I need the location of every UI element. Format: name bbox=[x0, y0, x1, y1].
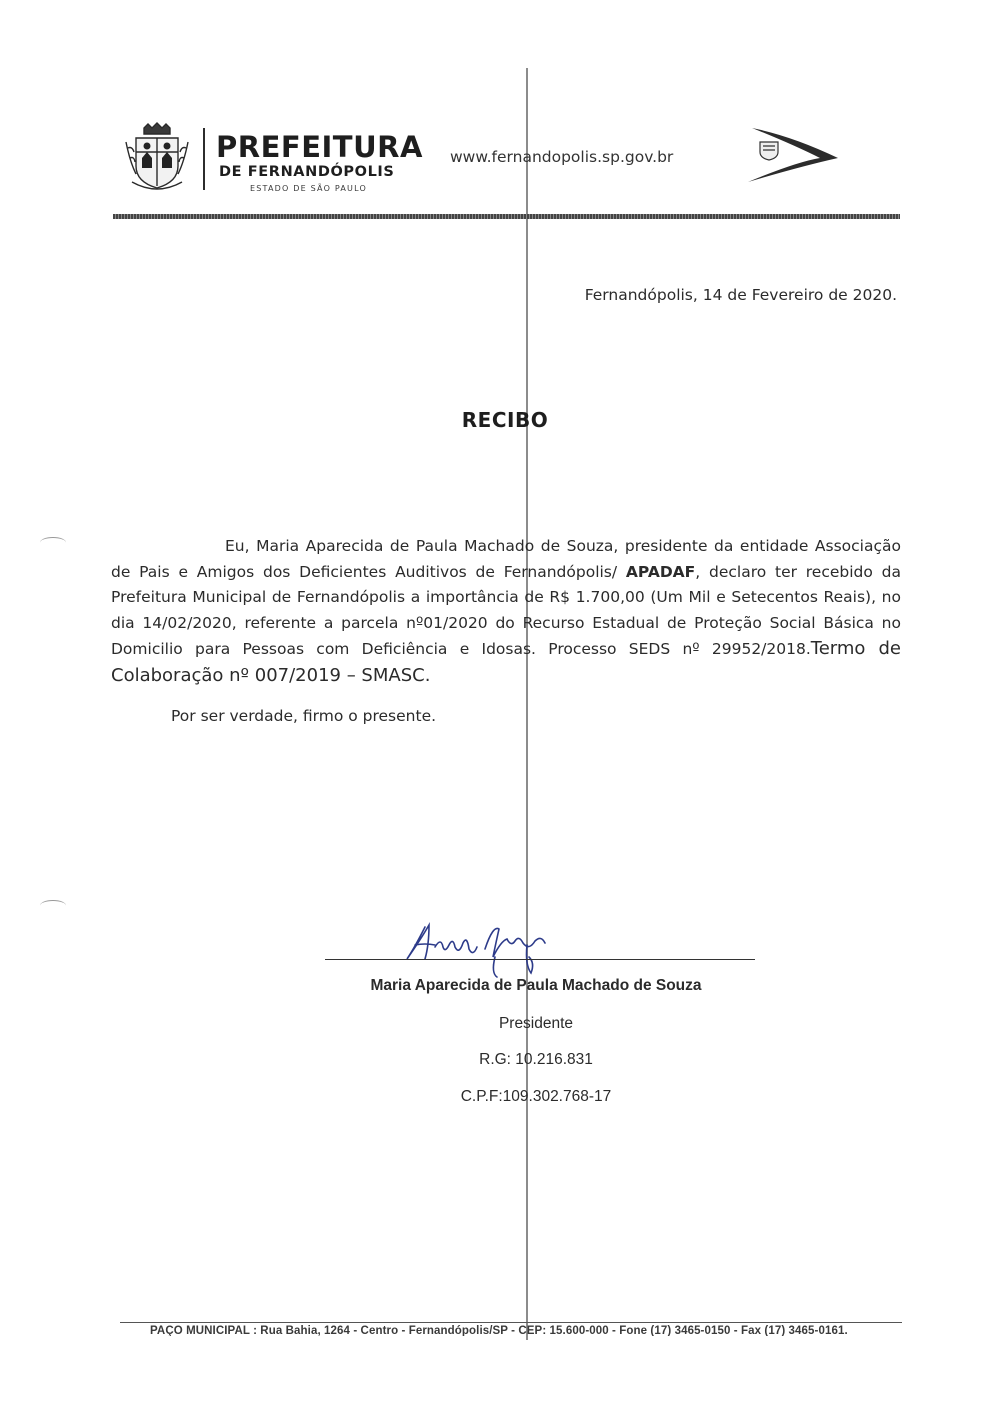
signer-cpf: C.P.F:109.302.768-17 bbox=[460, 1088, 612, 1105]
document-date: Fernandópolis, 14 de Fevereiro de 2020. bbox=[584, 286, 897, 304]
footer-address: PAÇO MUNICIPAL : Rua Bahia, 1264 - Centro - Fernandópolis/SP - CEP: 15.600-000 - Fone (17) 3465-0150 - Fax (17) 3465-0161. bbox=[150, 1325, 848, 1336]
scan-line-artifact bbox=[526, 68, 528, 1340]
signer-name: Maria Aparecida de Paula Machado de Souza bbox=[370, 977, 702, 994]
receipt-body-text-3: Termo de Colaboração nº 007/2019 – SMASC. bbox=[111, 638, 901, 686]
swoosh-arrow-logo-icon bbox=[742, 122, 842, 184]
receipt-body-text-2: , declaro ter recebido da Prefeitura Municipal de Fernandópolis a importância de R$ 1.700,00 (Um Mil e Setecentos Reais), no dia 14/02/2020, referente a parcela nº01/2020 do Recurso Estadual de Proteção Social Básica no Domicilio para Pessoas com Deficiência e Idosas. Processo SEDS nº 29952/2018. bbox=[111, 562, 901, 658]
signer-rg: R.G: 10.216.831 bbox=[479, 1051, 593, 1068]
organization-acronym: APADAF bbox=[625, 562, 696, 581]
document-title: RECIBO bbox=[461, 408, 549, 432]
municipal-coat-of-arms-icon bbox=[122, 122, 192, 194]
header-title: PREFEITURA bbox=[216, 130, 423, 164]
header-state: ESTADO DE SÃO PAULO bbox=[250, 184, 367, 193]
signer-role: Presidente bbox=[498, 1015, 574, 1032]
receipt-body bbox=[111, 534, 901, 689]
header-rule bbox=[113, 214, 900, 219]
closing-statement: Por ser verdade, firmo o presente. bbox=[171, 707, 437, 725]
handwritten-signature bbox=[395, 917, 565, 979]
receipt-body-text-1: Eu, Maria Aparecida de Paula Machado de Souza, presidente da entidade Associação de Pais e Amigos dos Deficientes Auditivos de Fernandópolis/ bbox=[111, 537, 901, 581]
footer-rule bbox=[120, 1322, 902, 1323]
header-divider bbox=[203, 128, 205, 190]
punch-hole-mark bbox=[40, 900, 66, 911]
header-subtitle: DE FERNANDÓPOLIS bbox=[219, 164, 395, 180]
punch-hole-mark bbox=[40, 537, 66, 548]
website-link[interactable]: www.fernandopolis.sp.gov.br bbox=[450, 148, 674, 166]
signature-line bbox=[325, 959, 755, 960]
